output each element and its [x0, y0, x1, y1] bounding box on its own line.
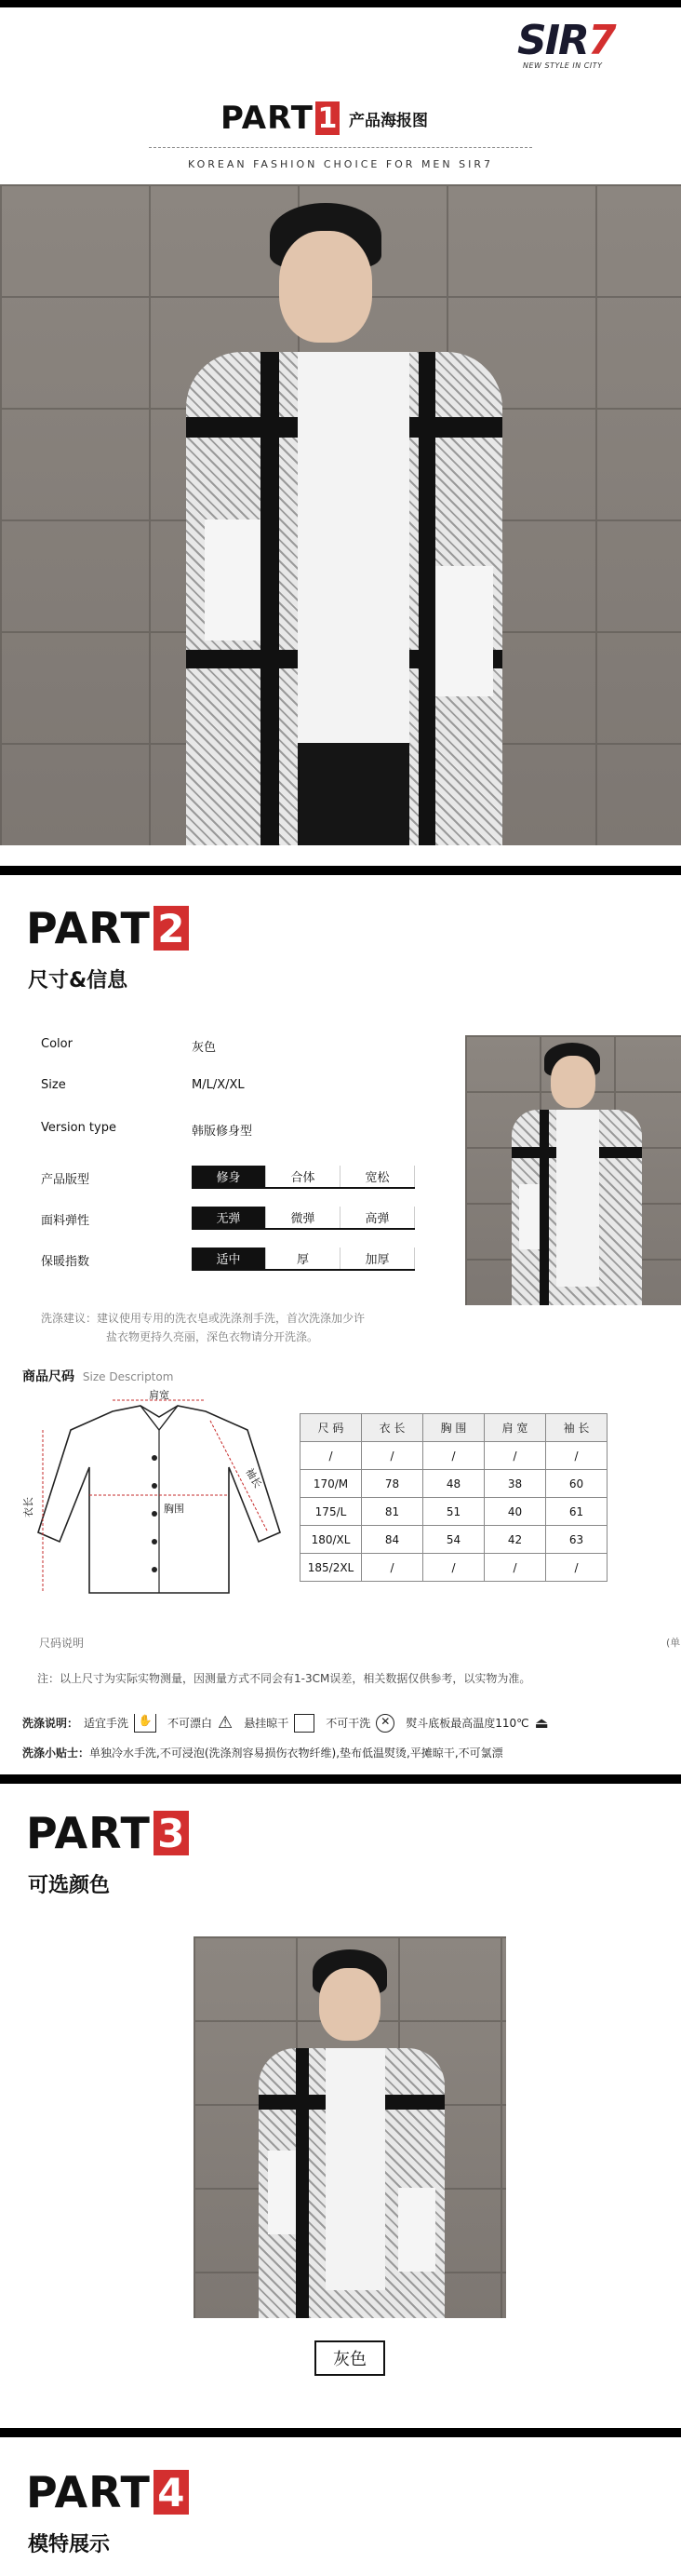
no-bleach-icon: ⚠: [218, 1713, 234, 1733]
scale-option: 宽松: [340, 1166, 415, 1187]
info-value: 韩版修身型: [192, 1125, 253, 1139]
wash-note: 洗涤建议：建议使用专用的洗衣皂或洗涤剂手洗，首次洗涤加少许 盐衣物更持久亮丽，深色衣物请分开洗涤。: [41, 1312, 366, 1343]
scale-option-selected: 无弹: [192, 1207, 266, 1228]
table-header: 肩 宽: [485, 1414, 546, 1442]
iron-icon: ⏏: [534, 1714, 549, 1732]
info-label: Size: [41, 1078, 66, 1092]
table-header: 袖 长: [546, 1414, 608, 1442]
table-row: / / / / /: [300, 1442, 608, 1470]
scale-label: 产品版型: [41, 1173, 90, 1187]
size-title: 商品尺码 Size Descriptom: [22, 1369, 174, 1384]
size-table: [300, 1413, 608, 1582]
scale-option-selected: 修身: [192, 1166, 266, 1187]
table-row: 185/2XL / / / /: [300, 1554, 608, 1582]
info-value: M/L/X/XL: [192, 1078, 245, 1092]
scale-label: 保暖指数: [41, 1255, 90, 1269]
hero-photo: [0, 184, 681, 845]
shirt-diagram: [22, 1389, 294, 1607]
part3-subtitle: 可选颜色: [28, 1874, 111, 1897]
wash-tips: 洗涤小贴士：单独冷水手洗,不可浸泡(洗涤剂容易损伤衣物纤维),垫布低温熨烫,平摊晾干,不可氯漂: [22, 1747, 503, 1760]
hand-wash-icon: ✋: [134, 1714, 156, 1733]
diagram-label-sleeve: 袖长: [243, 1466, 264, 1490]
scale-option: 合体: [266, 1166, 340, 1187]
hang-dry-icon: [294, 1714, 314, 1733]
diagram-label-length: 衣长: [22, 1497, 34, 1517]
color-option-gray[interactable]: 灰色: [314, 2340, 385, 2376]
size-note-right: (单: [666, 1637, 681, 1649]
part1-subtitle: KOREAN FASHION CHOICE FOR MEN SIR7: [188, 158, 493, 170]
wash-instructions: 洗涤说明： 适宜手洗 ✋ 不可漂白 ⚠ 悬挂晾干 不可干洗 ✕ 熨斗底板最高温度110℃ ⏏: [22, 1713, 549, 1733]
warmth-scale: [192, 1248, 415, 1271]
scale-option: 高弹: [340, 1207, 415, 1228]
section-divider: [0, 1774, 681, 1784]
table-row: 175/L 81 51 40 61: [300, 1498, 608, 1526]
size-note-label: 尺码说明: [39, 1637, 85, 1650]
diagram-label-chest: 胸围: [164, 1503, 184, 1515]
no-dry-clean-icon: ✕: [376, 1714, 394, 1733]
part4-heading: PART 4: [26, 2469, 189, 2515]
info-value: 灰色: [192, 1041, 217, 1055]
scale-option: 加厚: [340, 1248, 415, 1269]
scale-option: 厚: [266, 1248, 340, 1269]
color-photo: [194, 1936, 506, 2318]
diagram-label-shoulder: 肩宽: [149, 1389, 169, 1401]
top-bar: [0, 0, 681, 7]
section-divider: [0, 866, 681, 875]
table-header: 胸 围: [423, 1414, 485, 1442]
part2-heading: PART 2: [26, 905, 189, 951]
info-label: Version type: [41, 1121, 116, 1135]
elasticity-scale: [192, 1207, 415, 1230]
fit-scale: [192, 1166, 415, 1189]
scale-label: 面料弹性: [41, 1214, 90, 1228]
table-row: 180/XL 84 54 42 63: [300, 1526, 608, 1554]
table-header: 尺 码: [300, 1414, 362, 1442]
table-row: 170/M 78 48 38 60: [300, 1470, 608, 1498]
part3-heading: PART 3: [26, 1810, 189, 1856]
divider: [149, 147, 532, 148]
part4-subtitle: 模特展示: [28, 2533, 111, 2556]
table-header-row: [300, 1414, 608, 1442]
part1-heading: PART 1 产品海报图: [220, 100, 428, 137]
part2-subtitle: 尺寸&信息: [28, 969, 128, 992]
measure-note: 注：以上尺寸为实际实物测量，因测量方式不同会有1-3CM误差，相关数据仅供参考，以实物为准。: [37, 1672, 531, 1685]
scale-option-selected: 适中: [192, 1248, 266, 1269]
table-header: 衣 长: [362, 1414, 423, 1442]
brand-logo: SIR7 NEW STYLE IN CITY: [517, 17, 615, 70]
info-label: Color: [41, 1037, 73, 1051]
scale-option: 微弹: [266, 1207, 340, 1228]
section-divider: [0, 2428, 681, 2437]
side-photo: [465, 1035, 681, 1305]
